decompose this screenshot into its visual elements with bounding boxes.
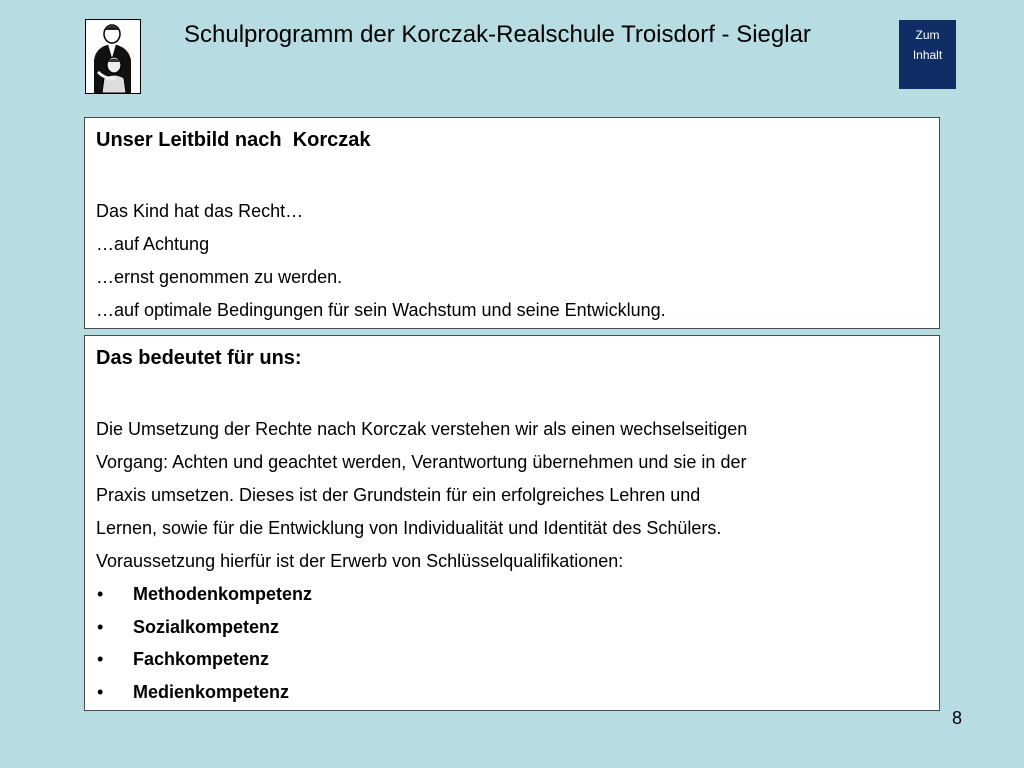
bullet-icon: • (97, 616, 104, 637)
page-title: Schulprogramm der Korczak-Realschule Troisdorf - Sieglar (184, 21, 811, 48)
leitbild-line: Das Kind hat das Recht… (96, 201, 304, 221)
bullet-icon: • (97, 681, 104, 702)
bedeutung-line: Praxis umsetzen. Dieses ist der Grundstein für ein erfolgreiches Lehren und (96, 485, 701, 505)
list-item (96, 676, 928, 709)
bullet-icon: • (97, 649, 104, 669)
list-item-label: Medienkompetenz (133, 681, 290, 702)
zum-inhalt-line2: Inhalt (912, 48, 943, 62)
bedeutung-line: Lernen, sowie für die Entwicklung von Individualität und Identität des Schülers. (96, 518, 722, 538)
bedeutung-line: Die Umsetzung der Rechte nach Korczak verstehen wir als einen wechselseitigen (96, 419, 748, 439)
list-item-label: Sozialkompetenz (133, 616, 280, 637)
leitbild-line: …auf Achtung (96, 234, 210, 254)
list-item-label: Methodenkompetenz (133, 584, 313, 604)
zum-inhalt-button[interactable] (899, 20, 956, 89)
spacer (96, 369, 928, 413)
list-item (96, 611, 928, 644)
bullet-icon: • (97, 584, 104, 604)
page-number: 8 (952, 708, 963, 728)
list-item (96, 578, 928, 611)
zum-inhalt-line1: Zum (915, 28, 940, 42)
bedeutung-box (84, 335, 940, 711)
bedeutung-line: Vorgang: Achten und geachtet werden, Verantwortung übernehmen und sie in der (96, 452, 747, 472)
list-item-label: Fachkompetenz (133, 649, 270, 669)
leitbild-line: …auf optimale Bedingungen für sein Wachstum und seine Entwicklung. (96, 300, 666, 320)
leitbild-heading: Unser Leitbild nach Korczak (96, 129, 371, 151)
bedeutung-line: Voraussetzung hierfür ist der Erwerb von Schlüsselqualifikationen: (96, 551, 624, 571)
leitbild-box (84, 117, 940, 329)
korczak-portrait-icon (85, 19, 141, 94)
list-item (96, 643, 928, 676)
kompetenz-list (96, 578, 928, 708)
leitbild-line: …ernst genommen zu werden. (96, 267, 343, 287)
bedeutung-heading: Das bedeutet für uns: (96, 347, 302, 369)
spacer (96, 151, 928, 195)
